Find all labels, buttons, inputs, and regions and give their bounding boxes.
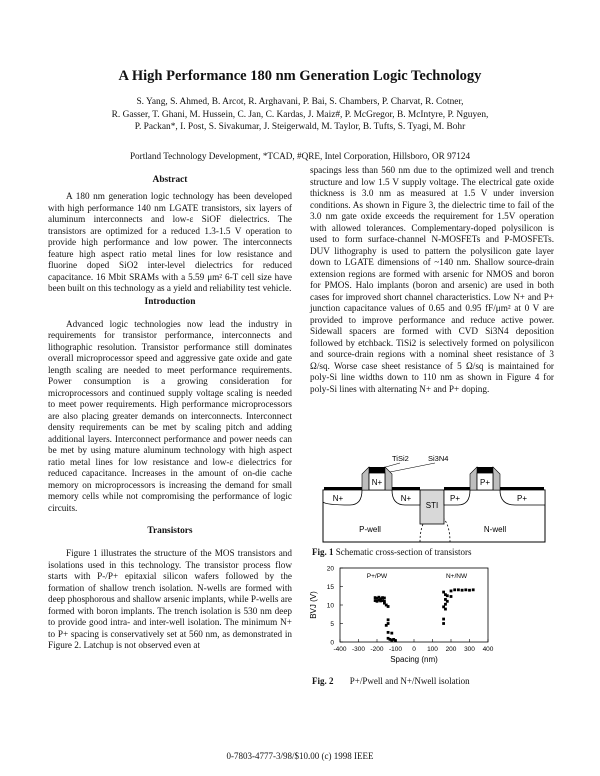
data-point-pplus-pw xyxy=(394,639,397,642)
author-line-3: P. Packan*, I. Post, S. Sivakumar, J. Steigerwald, M. Taylor, B. Tufts, S. Tyagi, M. Bohr xyxy=(134,122,466,133)
y-tick-label: 15 xyxy=(326,584,334,591)
figure-1-cross-section xyxy=(310,452,560,547)
x-tick-label: -200 xyxy=(370,646,384,653)
nmos-gate-label: N+ xyxy=(371,478,383,487)
data-point-pplus-pw xyxy=(383,597,386,600)
y-tick-label: 10 xyxy=(326,602,334,610)
annotation-nplus-nw: N+/NW xyxy=(445,573,468,580)
page-footer: 0-7803-4777-3/98/$10.00 (c) 1998 IEEE xyxy=(226,751,374,761)
data-point-nplus-nw xyxy=(453,588,456,591)
nwell-label: N-well xyxy=(483,525,507,534)
data-point-nplus-nw xyxy=(446,600,449,603)
data-point-pplus-pw xyxy=(385,624,388,627)
x-tick-label: -300 xyxy=(351,646,366,653)
data-point-nplus-nw xyxy=(450,590,453,593)
nplus-left-label: N+ xyxy=(332,494,344,503)
pmos-right-spacer xyxy=(493,467,500,490)
x-tick-label: 100 xyxy=(427,646,438,653)
x-tick-label: 200 xyxy=(445,646,457,653)
data-point-pplus-pw xyxy=(390,632,393,635)
x-tick-label: 400 xyxy=(482,646,494,653)
chart-points xyxy=(374,588,475,641)
tisi2-pointer xyxy=(382,463,400,468)
chart-axes xyxy=(309,566,494,665)
affiliation: Portland Technology Development, *TCAD, #QRE, Intel Corporation, Hillsboro, OR 97124 xyxy=(129,151,471,161)
abstract-heading: Abstract xyxy=(152,175,188,185)
transistors-heading: Transistors xyxy=(147,526,193,536)
introduction-text: Advanced logic technologies now lead the industry in requirements for transistor performance, interconnects and lithographic resolution. Transistor performance still dominates overall microprocessor speed and aggressive gate oxide and gate length scaling are needed to meet performance requirements. Power consumption is a growing consideration for microprocessors and continued supply voltage scaling is needed to meet power requirements. High performance microprocessors are also placing greater demands on interconnects. Interconnect density requirements can be met by scaling pitch and adding additional layers. Interconnect performance and power needs can be met by using mature aluminum technology with high aspect ratio metal lines for low resistance and low-ε dielectrics for reduced capacitance. Increases in the amount of on-die cache memory on microprocessors is increasing the demand for small memory cells while not compromising the performance of logic circuits. xyxy=(48,318,292,513)
pmos-left-spacer xyxy=(470,467,477,490)
author-list xyxy=(60,96,540,134)
nmos-left-spacer xyxy=(362,467,369,490)
si3n4-pointer xyxy=(390,463,435,472)
figure-2-chart xyxy=(308,562,498,674)
data-point-nplus-nw xyxy=(450,595,453,598)
psd-left-silicide xyxy=(444,487,470,490)
y-tick-label: 20 xyxy=(326,565,334,573)
pwell-label: P-well xyxy=(359,525,381,534)
figure-1-caption xyxy=(312,547,471,557)
data-point-nplus-nw xyxy=(442,618,445,621)
data-point-nplus-nw xyxy=(464,588,467,591)
nmos-right-spacer xyxy=(385,467,392,490)
data-point-nplus-nw xyxy=(446,594,449,597)
author-line-2: R. Gasser, T. Ghani, M. Hussein, C. Jan, C. Kardas, J. Maiz#, P. McGregor, B. McIntyre, P. Nguyen, xyxy=(111,109,489,120)
figure-2-caption-label: Fig. 2 xyxy=(312,676,334,686)
sti-label: STI xyxy=(425,501,439,510)
introduction-heading: Introduction xyxy=(144,296,196,307)
data-point-nplus-nw xyxy=(461,589,464,592)
figure-2-caption xyxy=(312,676,470,686)
data-point-pplus-pw xyxy=(387,618,390,621)
data-point-nplus-nw xyxy=(472,588,475,591)
annotation-pplus-pw: P+/PW xyxy=(366,573,388,580)
data-point-nplus-nw xyxy=(468,589,471,592)
transistors-text-right: spacings less than 560 nm due to the optimized well and trench structure and low 1.5 V supply voltage. The electrical gate oxide thickness is 3.0 nm as measured at 1.5 V under inversion conditions. As shown in Figure 3, the dielectric time to fail of the 3.0 nm gate oxide exceeds the requirement for 1.5V operation with allowed tolerances. Complementary-doped polysilicon is used to form surface-channel N-MOSFETs and P-MOSFETs. DUV lithography is used to pattern the polysilicon gate layer down to LGATE dimensions of ~140 nm. Shallow source-drain extension regions are formed with arsenic for NMOS and boron for PMOS. Halo implants (boron and arsenic) are used in both cases for improved short channel characteristics. Low N+ and P+ junction capacitance values of 0.65 and 0.95 fF/μm² at 0 V are provided to improve performance and reduce active power. Sidewall spacers are formed with CVD Si3N4 deposition followed by etchback. TiSi2 is selectively formed on polysilicon and source-drain regions with a nominal sheet resistance of 3 Ω/sq. Worse case sheet resistance of 5 Ω/sq is maintained for poly-Si line widths down to 110 nm as shown in Figure 4 for poly-Si lines with alternating N+ and P+ doping. xyxy=(310,165,554,394)
pplus-left-label: P+ xyxy=(449,494,461,503)
data-point-nplus-nw xyxy=(444,603,447,606)
left-column xyxy=(48,175,292,652)
x-tick-label: -100 xyxy=(388,646,403,653)
x-tick-label: 0 xyxy=(412,646,416,653)
tisi2-label: TiSi2 xyxy=(392,454,409,463)
pmos-gate-silicide xyxy=(477,467,493,473)
y-tick-label: 0 xyxy=(330,639,334,647)
figure-1-caption-label: Fig. 1 xyxy=(312,547,334,557)
x-tick-label: 300 xyxy=(464,646,475,653)
data-point-nplus-nw xyxy=(457,588,460,591)
paper-title: A High Performance 180 nm Generation Logic Technology xyxy=(118,68,482,84)
right-column xyxy=(310,165,554,395)
x-tick-label: -400 xyxy=(333,646,347,653)
abstract-text: A 180 nm generation logic technology has been developed with high performance 140 nm LGATE transistors, six layers of aluminum interconnects and low-ε SiOF dielectrics. The transistors are optimized for a reduced 1.3-1.5 V operation to provide high performance and low power. The interconnects feature high aspect ratio metal lines for low resistance and fluorine doped SiO2 inter-level dielectrics for reduced capacitance. 16 Mbit SRAMs with a 5.59 μm² 6-T cell size have been built on this technology as a yield and reliability test vehicle. xyxy=(48,191,292,293)
author-line-1: S. Yang, S. Ahmed, B. Arcot, R. Arghavani, P. Bai, S. Chambers, P. Charvat, R. Cotner, xyxy=(136,97,464,107)
x-axis-label: Spacing (nm) xyxy=(390,655,438,664)
y-tick-label: 5 xyxy=(330,621,334,628)
data-point-pplus-pw xyxy=(387,605,390,608)
psd-right-silicide xyxy=(500,487,544,490)
pplus-right-label: P+ xyxy=(516,494,528,503)
figure-2-caption-text: P+/Pwell and N+/Nwell isolation xyxy=(349,676,470,686)
y-axis-label: BVJ (V) xyxy=(309,591,318,619)
figure-1-caption-text: Schematic cross-section of transistors xyxy=(335,547,472,557)
data-point-nplus-nw xyxy=(442,622,445,625)
nsd-right-silicide xyxy=(392,487,420,490)
nplus-right-label: N+ xyxy=(400,494,412,503)
data-point-nplus-nw xyxy=(444,608,447,611)
si3n4-label: Si3N4 xyxy=(428,454,449,463)
pmos-gate-label: P+ xyxy=(479,478,491,487)
transistors-text-left: Figure 1 illustrates the structure of the MOS transistors and isolations used in this technology. The transistor process flow starts with P-/P+ epitaxial silicon wafers followed by the formation of shallow trench isolation. N-wells are formed with deep phosphorous and shallow arsenic implants, while P-wells are formed with boron implants. The trench isolation is 530 nm deep to provide good intra- and inter-well isolation. The minimum N+ to P+ spacing is conservatively set at 560 nm, as demonstrated in Figure 2. Latchup is not observed even at xyxy=(48,548,292,650)
data-point-pplus-pw xyxy=(387,631,390,634)
nsd-left-silicide xyxy=(324,487,362,490)
data-point-nplus-nw xyxy=(442,591,445,594)
